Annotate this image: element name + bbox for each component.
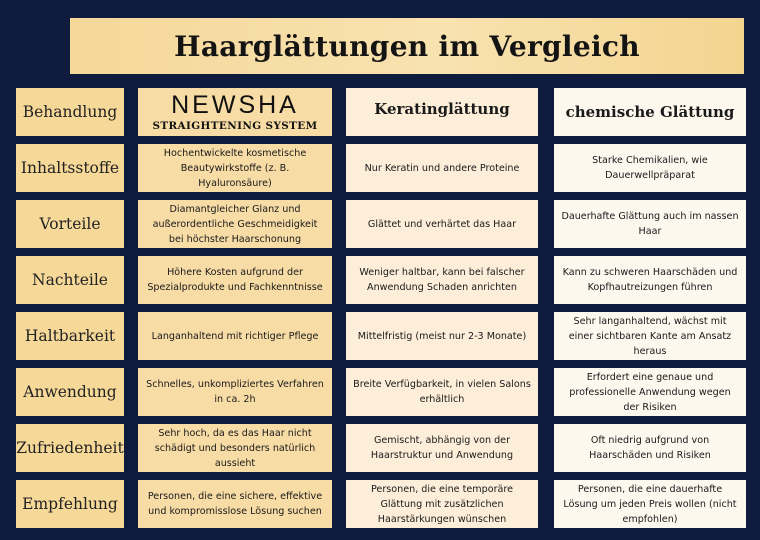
- row-label-text: Anwendung: [23, 383, 117, 401]
- header-keratin: [346, 88, 538, 136]
- cell-text: Höhere Kosten aufgrund der Spezialprodukte und Fachkenntnisse: [147, 267, 323, 293]
- newsha-logo: NEWSHA: [171, 91, 299, 119]
- cell-keratin: [346, 424, 538, 472]
- cell-chemisch: [554, 368, 746, 416]
- cell-keratin: [346, 144, 538, 192]
- cell-chemisch: [554, 144, 746, 192]
- header-chemisch: [554, 88, 746, 136]
- cell-newsha: [138, 144, 332, 192]
- cell-chemisch: [554, 424, 746, 472]
- cell-keratin: [346, 200, 538, 248]
- cell-chemisch: [554, 200, 746, 248]
- row-label-text: Inhaltsstoffe: [20, 159, 120, 177]
- cell-keratin: [346, 312, 538, 360]
- cell-text: Dauerhafte Glättung auch im nassen Haar: [561, 211, 739, 237]
- cell-newsha: [138, 368, 332, 416]
- cell-text: Sehr hoch, da es das Haar nicht schädigt und besonders natürlich aussieht: [154, 427, 316, 469]
- header-row-label-text: Behandlung: [22, 103, 118, 121]
- row-label-text: Nachteile: [32, 271, 108, 289]
- row-label-haltbarkeit: [16, 312, 124, 360]
- header-chemisch-text: chemische Glättung: [565, 103, 735, 121]
- cell-chemisch: [554, 312, 746, 360]
- cell-text: Oft niedrig aufgrund von Haarschäden und Risiken: [589, 435, 711, 461]
- cell-text: Hochentwickelte kosmetische Beautywirkstoffe (z. B. Hyaluronsäure): [163, 147, 307, 189]
- cell-text: Personen, die eine dauerhafte Lösung um jeden Preis wollen (nicht empfohlen): [563, 483, 737, 525]
- row-label-text: Zufriedenheit: [16, 439, 124, 457]
- cell-text: Kann zu schweren Haarschäden und Kopfhautreizungen führen: [562, 267, 738, 293]
- row-label-text: Empfehlung: [22, 495, 118, 513]
- cell-chemisch: [554, 256, 746, 304]
- cell-text: Breite Verfügbarkeit, in vielen Salons erhältlich: [353, 379, 531, 405]
- cell-newsha: [138, 256, 332, 304]
- cell-newsha: [138, 480, 332, 528]
- cell-text: Sehr langanhaltend, wächst mit einer sichtbaren Kante am Ansatz heraus: [568, 315, 732, 357]
- row-label-inhaltsstoffe: [16, 144, 124, 192]
- title-banner: [70, 18, 744, 74]
- cell-text: Glättet und verhärtet das Haar: [367, 218, 517, 230]
- row-label-text: Haltbarkeit: [24, 327, 116, 345]
- header-keratin-text: Keratinglättung: [374, 100, 510, 118]
- row-label-nachteile: [16, 256, 124, 304]
- cell-keratin: [346, 368, 538, 416]
- cell-newsha: [138, 312, 332, 360]
- cell-text: Weniger haltbar, kann bei falscher Anwendung Schaden anrichten: [359, 267, 525, 293]
- header-row-label: [16, 88, 124, 136]
- cell-keratin: [346, 256, 538, 304]
- cell-text: Personen, die eine temporäre Glättung mit zusätzlichen Haarstärkungen wünschen: [370, 483, 514, 525]
- cell-text: Starke Chemikalien, wie Dauerwellpräparat: [592, 155, 708, 181]
- cell-text: Personen, die eine sichere, effektive und kompromisslose Lösung suchen: [147, 491, 323, 517]
- row-label-empfehlung: [16, 480, 124, 528]
- row-label-anwendung: [16, 368, 124, 416]
- cell-text: Mittelfristig (meist nur 2-3 Monate): [357, 330, 527, 342]
- cell-text: Diamantgleicher Glanz und außerordentliche Geschmeidigkeit bei höchster Haarschonung: [152, 203, 318, 245]
- cell-text: Nur Keratin und andere Proteine: [364, 162, 520, 174]
- cell-newsha: [138, 200, 332, 248]
- cell-text: Erfordert eine genaue und professionelle Anwendung wegen der Risiken: [569, 371, 731, 413]
- cell-text: Schnelles, unkompliziertes Verfahren in ca. 2h: [146, 379, 324, 405]
- cell-text: Langanhaltend mit richtiger Pflege: [151, 330, 319, 342]
- cell-chemisch: [554, 480, 746, 528]
- row-label-zufriedenheit: [16, 424, 124, 472]
- row-label-text: Vorteile: [39, 215, 101, 233]
- cell-keratin: [346, 480, 538, 528]
- cell-newsha: [138, 424, 332, 472]
- page-title: Haarglättungen im Vergleich: [174, 29, 640, 63]
- row-label-vorteile: [16, 200, 124, 248]
- cell-text: Gemischt, abhängig von der Haarstruktur und Anwendung: [370, 435, 514, 461]
- newsha-subtitle: STRAIGHTENING SYSTEM: [152, 120, 318, 132]
- header-newsha: [138, 88, 332, 136]
